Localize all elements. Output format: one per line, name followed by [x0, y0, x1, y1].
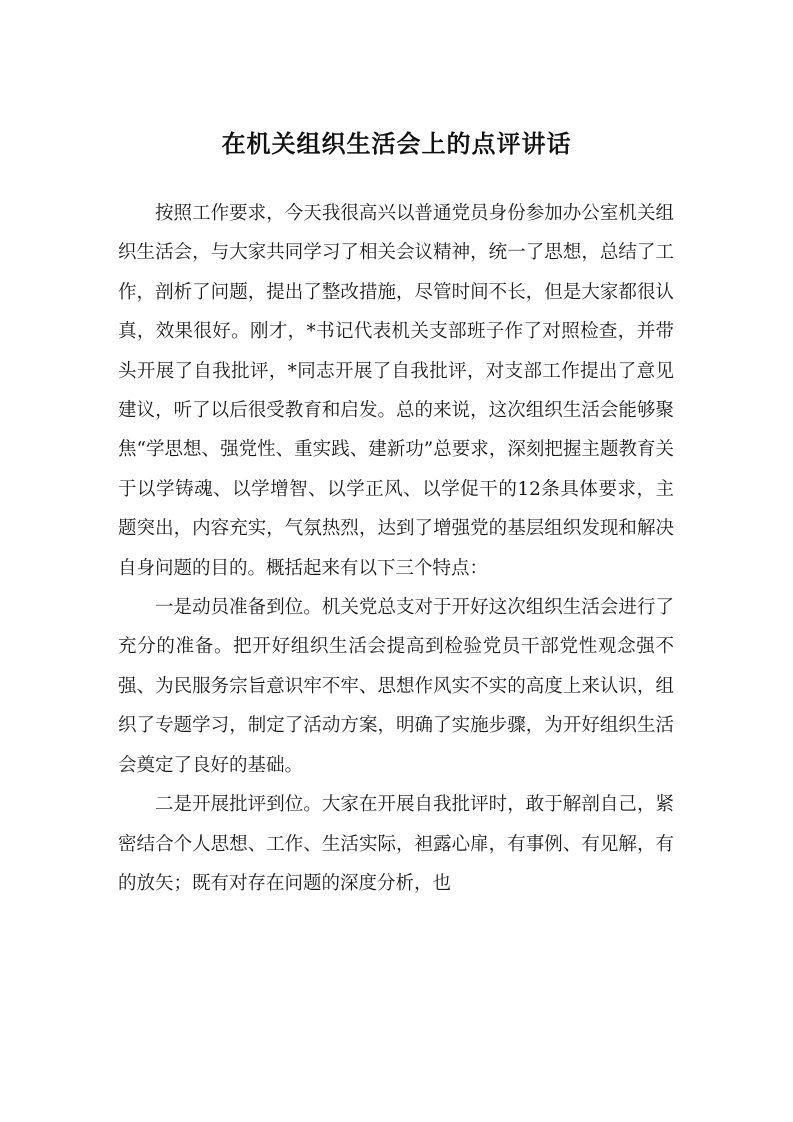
paragraph-point-one: 一是动员准备到位。机关党总支对于开好这次组织生活会进行了充分的准备。把开好组织生活会提高到检验党员干部党性观念强不强、为民服务宗旨意识牢不牢、思想作风实不实的高度上来认识，组织了专题学习，制定了活动方案，明确了实施步骤，为开好组织生活会奠定了良好的基础。	[118, 597, 674, 776]
document-body	[118, 194, 674, 903]
paragraph-point-two: 二是开展批评到位。大家在开展自我批评时，敢于解剖自己，紧密结合个人思想、工作、生活实际，袒露心扉，有事例、有见解，有的放矢；既有对存在问题的深度分析，也	[118, 794, 674, 894]
paragraph-intro: 按照工作要求，今天我很高兴以普通党员身份参加办公室机关组织生活会，与大家共同学习了相关会议精神，统一了思想，总结了工作，剖析了问题，提出了整改措施，尽管时间不长，但是大家都很认真，效果很好。刚才，*书记代表机关支部班子作了对照检查，并带头开展了自我批评，*同志开展了自我批评，对支部工作提出了意见建议，听了以后很受教育和启发。总的来说，这次组织生活会能够聚焦“学思想、强党性、重实践、建新功”总要求，深刻把握主题教育关于以学铸魂、以学增智、以学正风、以学促干的12条具体要求，主题突出，内容充实，气氛热烈，达到了增强党的基层组织发现和解决自身问题的目的。概括起来有以下三个特点：	[118, 203, 674, 579]
document-title: 在机关组织生活会上的点评讲话	[221, 130, 572, 158]
